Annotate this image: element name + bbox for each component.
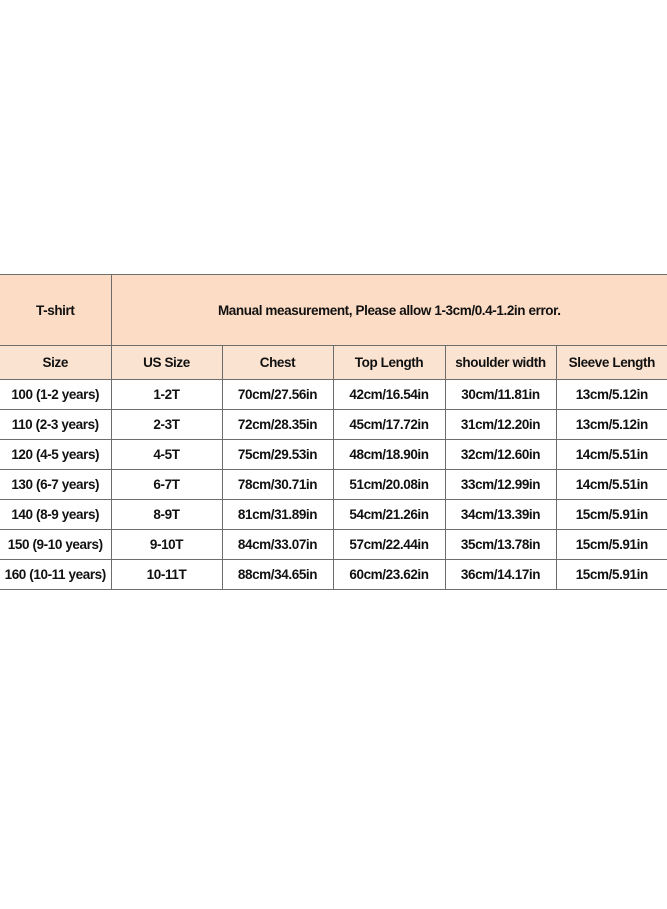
cell-shoulder-width: 31cm/12.20in bbox=[445, 410, 556, 440]
header-size: Size bbox=[0, 346, 111, 380]
table-row bbox=[0, 530, 667, 560]
cell-top-length: 57cm/22.44in bbox=[333, 530, 445, 560]
cell-us-size: 10-11T bbox=[111, 560, 222, 590]
table-row bbox=[0, 410, 667, 440]
cell-sleeve-length: 15cm/5.91in bbox=[556, 500, 667, 530]
cell-sleeve-length: 14cm/5.51in bbox=[556, 440, 667, 470]
table-row bbox=[0, 560, 667, 590]
header-sleeve-length: Sleeve Length bbox=[556, 346, 667, 380]
cell-chest: 70cm/27.56in bbox=[222, 380, 333, 410]
table-row bbox=[0, 470, 667, 500]
cell-size: 120 (4-5 years) bbox=[0, 440, 111, 470]
cell-sleeve-length: 15cm/5.91in bbox=[556, 560, 667, 590]
table-row bbox=[0, 380, 667, 410]
cell-shoulder-width: 34cm/13.39in bbox=[445, 500, 556, 530]
cell-chest: 81cm/31.89in bbox=[222, 500, 333, 530]
cell-shoulder-width: 33cm/12.99in bbox=[445, 470, 556, 500]
cell-us-size: 6-7T bbox=[111, 470, 222, 500]
cell-us-size: 9-10T bbox=[111, 530, 222, 560]
cell-top-length: 60cm/23.62in bbox=[333, 560, 445, 590]
cell-us-size: 1-2T bbox=[111, 380, 222, 410]
cell-top-length: 45cm/17.72in bbox=[333, 410, 445, 440]
cell-chest: 75cm/29.53in bbox=[222, 440, 333, 470]
table-row bbox=[0, 500, 667, 530]
cell-sleeve-length: 13cm/5.12in bbox=[556, 410, 667, 440]
cell-size: 100 (1-2 years) bbox=[0, 380, 111, 410]
cell-chest: 72cm/28.35in bbox=[222, 410, 333, 440]
cell-sleeve-length: 15cm/5.91in bbox=[556, 530, 667, 560]
cell-shoulder-width: 35cm/13.78in bbox=[445, 530, 556, 560]
cell-shoulder-width: 30cm/11.81in bbox=[445, 380, 556, 410]
cell-sleeve-length: 13cm/5.12in bbox=[556, 380, 667, 410]
size-chart-table bbox=[0, 274, 667, 590]
cell-size: 150 (9-10 years) bbox=[0, 530, 111, 560]
cell-us-size: 8-9T bbox=[111, 500, 222, 530]
product-label: T-shirt bbox=[0, 275, 111, 346]
header-shoulder-width: shoulder width bbox=[445, 346, 556, 380]
cell-size: 110 (2-3 years) bbox=[0, 410, 111, 440]
cell-top-length: 54cm/21.26in bbox=[333, 500, 445, 530]
cell-us-size: 2-3T bbox=[111, 410, 222, 440]
cell-top-length: 42cm/16.54in bbox=[333, 380, 445, 410]
header-top-length: Top Length bbox=[333, 346, 445, 380]
title-row bbox=[0, 275, 667, 346]
cell-size: 160 (10-11 years) bbox=[0, 560, 111, 590]
cell-shoulder-width: 32cm/12.60in bbox=[445, 440, 556, 470]
header-us-size: US Size bbox=[111, 346, 222, 380]
cell-shoulder-width: 36cm/14.17in bbox=[445, 560, 556, 590]
measurement-note: Manual measurement, Please allow 1-3cm/0.4-1.2in error. bbox=[111, 275, 667, 346]
cell-sleeve-length: 14cm/5.51in bbox=[556, 470, 667, 500]
cell-top-length: 51cm/20.08in bbox=[333, 470, 445, 500]
cell-us-size: 4-5T bbox=[111, 440, 222, 470]
cell-top-length: 48cm/18.90in bbox=[333, 440, 445, 470]
cell-chest: 78cm/30.71in bbox=[222, 470, 333, 500]
cell-size: 140 (8-9 years) bbox=[0, 500, 111, 530]
cell-chest: 88cm/34.65in bbox=[222, 560, 333, 590]
cell-size: 130 (6-7 years) bbox=[0, 470, 111, 500]
table-row bbox=[0, 440, 667, 470]
header-chest: Chest bbox=[222, 346, 333, 380]
header-row bbox=[0, 346, 667, 380]
cell-chest: 84cm/33.07in bbox=[222, 530, 333, 560]
